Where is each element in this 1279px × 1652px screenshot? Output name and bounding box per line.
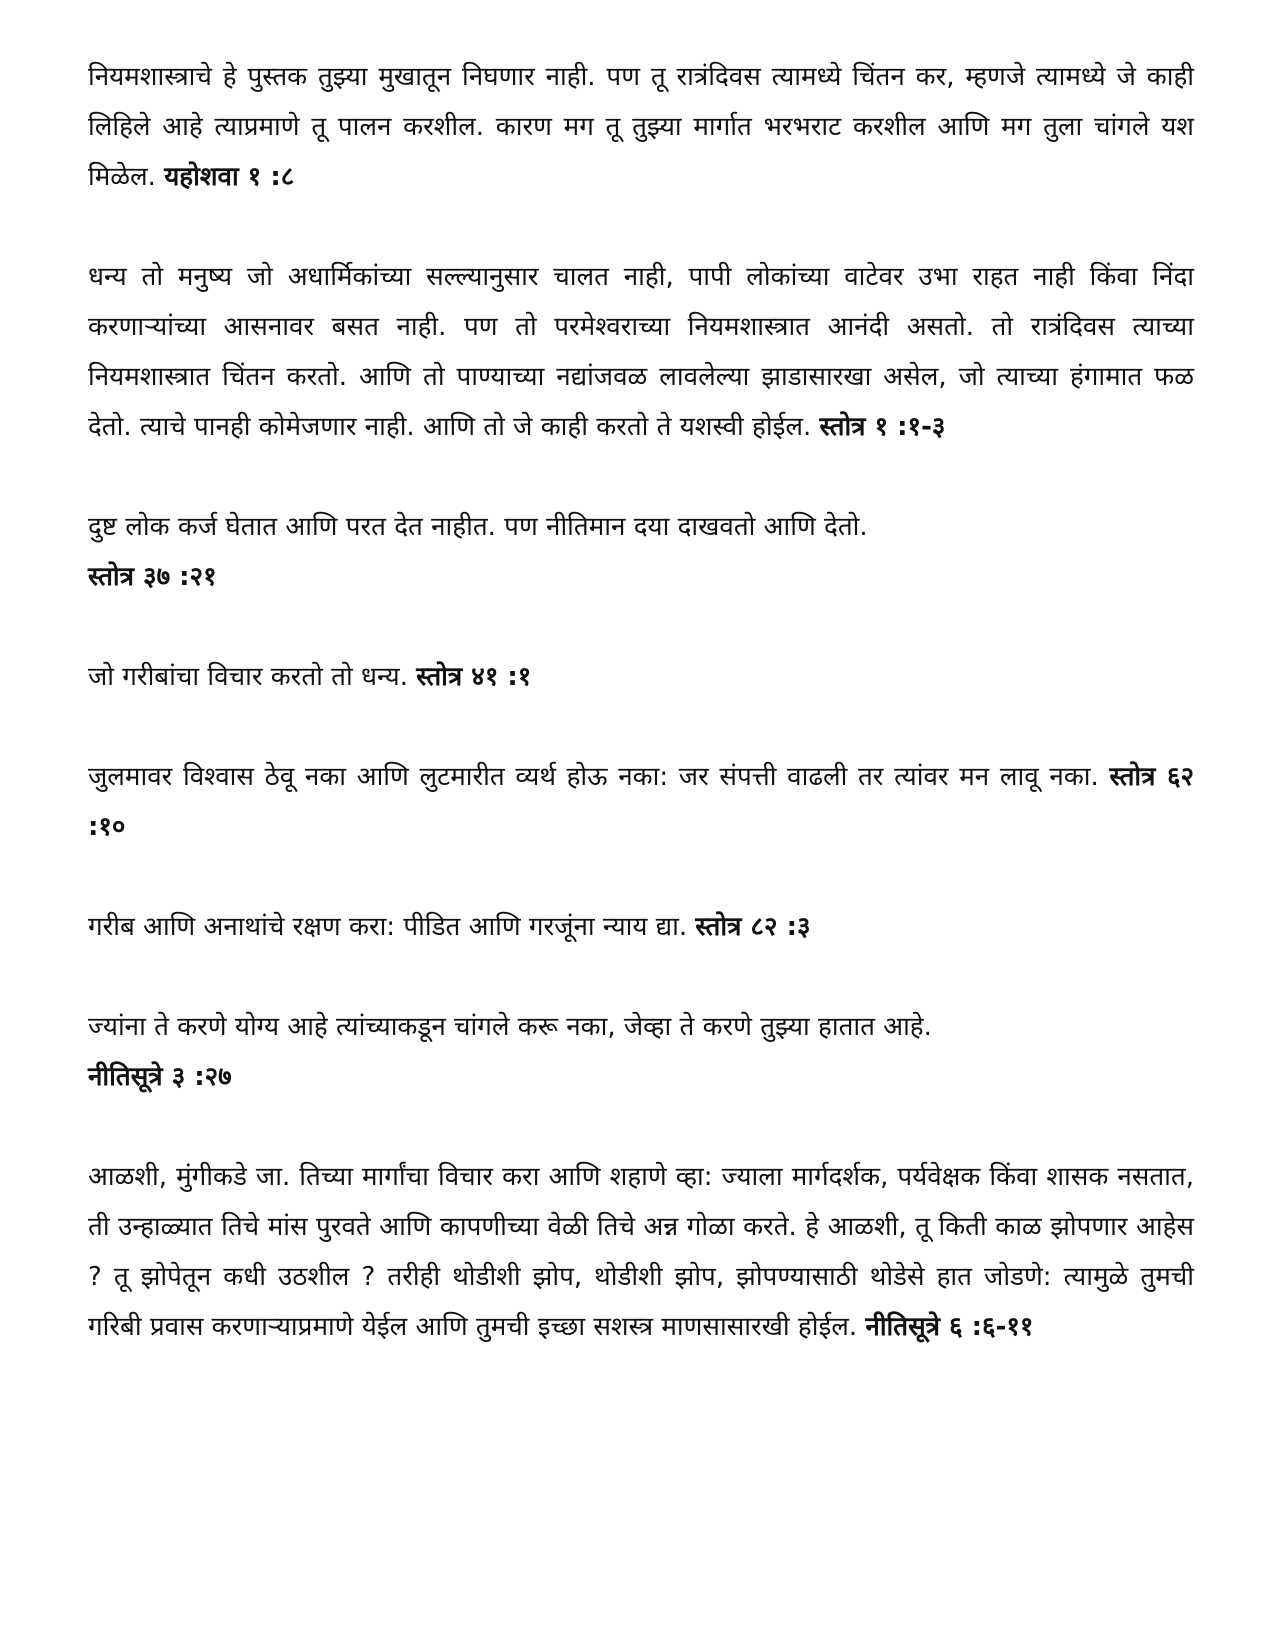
passage-text: गरीब आणि अनाथांचे रक्षण करा: पीडित आणि गरजूंना न्याय द्या. bbox=[88, 912, 696, 942]
passage-psalm-41-1 bbox=[88, 652, 1194, 702]
verse-reference: स्तोत्र ८२ :३ bbox=[695, 912, 811, 942]
passage-text: नियमशास्त्राचे हे पुस्तक तुझ्या मुखातून निघणार नाही. पण तू रात्रंदिवस त्यामध्ये चिंतन कर, म्हणजे त्यामध्ये जे काही लिहिले आहे त्याप्रमाणे तू पालन करशील. कारण मग तू तुझ्या मार्गात भरभराट करशील आणि मग तुला चांगले यश मिळेल. bbox=[88, 62, 1194, 192]
passage-text: दुष्ट लोक कर्ज घेतात आणि परत देत नाहीत. पण नीतिमान दया दाखवतो आणि देतो. bbox=[88, 512, 868, 542]
passage-psalm-1-1-3 bbox=[88, 252, 1194, 452]
verse-reference: स्तोत्र ६२ :१० bbox=[88, 762, 1194, 842]
passage-joshua-1-8 bbox=[88, 52, 1194, 202]
passage-psalm-37-21 bbox=[88, 502, 1194, 602]
passage-proverbs-3-27 bbox=[88, 1002, 1194, 1102]
passage-psalm-62-10 bbox=[88, 752, 1194, 852]
verse-reference: यहोशवा १ :८ bbox=[164, 162, 295, 192]
passage-text: जो गरीबांचा विचार करतो तो धन्य. bbox=[88, 662, 417, 692]
passage-text: ज्यांना ते करणे योग्य आहे त्यांच्याकडून चांगले करू नका, जेव्हा ते करणे तुझ्या हातात आहे. bbox=[88, 1012, 932, 1042]
verse-reference: स्तोत्र ३७ :२१ bbox=[88, 562, 217, 592]
verse-reference: स्तोत्र ४१ :१ bbox=[416, 662, 532, 692]
passage-text: जुलमावर विश्वास ठेवू नका आणि लुटमारीत व्यर्थ होऊ नका: जर संपत्ती वाढली तर त्यांवर मन लावू नका. bbox=[88, 762, 1110, 792]
verse-reference: स्तोत्र १ :१-३ bbox=[819, 412, 946, 442]
verse-reference: नीतिसूत्रे ६ :६-११ bbox=[865, 1312, 1034, 1342]
document-page bbox=[88, 52, 1194, 1402]
passage-text: धन्य तो मनुष्य जो अधार्मिकांच्या सल्ल्यानुसार चालत नाही, पापी लोकांच्या वाटेवर उभा राहत नाही किंवा निंदा करणाऱ्यांच्या आसनावर बसत नाही. पण तो परमेश्वराच्या नियमशास्त्रात आनंदी असतो. तो रात्रंदिवस त्याच्या नियमशास्त्रात चिंतन करतो. आणि तो पाण्याच्या नद्यांजवळ लावलेल्या झाडासारखा असेल, जो त्याच्या हंगामात फळ देतो. त्याचे पानही कोमेजणार नाही. आणि तो जे काही करतो ते यशस्वी होईल. bbox=[88, 262, 1194, 442]
verse-reference: नीतिसूत्रे ३ :२७ bbox=[88, 1062, 232, 1092]
passage-psalm-82-3 bbox=[88, 902, 1194, 952]
passage-text: आळशी, मुंगीकडे जा. तिच्या मार्गांचा विचार करा आणि शहाणे व्हा: ज्याला मार्गदर्शक, पर्यवेक्षक किंवा शासक नसतात, ती उन्हाळ्यात तिचे मांस पुरवते आणि कापणीच्या वेळी तिचे अन्न गोळा करते. हे आळशी, तू किती काळ झोपणार आहेस ? तू झोपेतून कधी उठशील ? तरीही थोडीशी झोप, थोडीशी झोप, झोपण्यासाठी थोडेसे हात जोडणे: त्यामुळे तुमची गरिबी प्रवास करणाऱ्याप्रमाणे येईल आणि तुमची इच्छा सशस्त्र माणसासारखी होईल. bbox=[88, 1162, 1194, 1342]
passage-proverbs-6-6-11 bbox=[88, 1152, 1194, 1352]
